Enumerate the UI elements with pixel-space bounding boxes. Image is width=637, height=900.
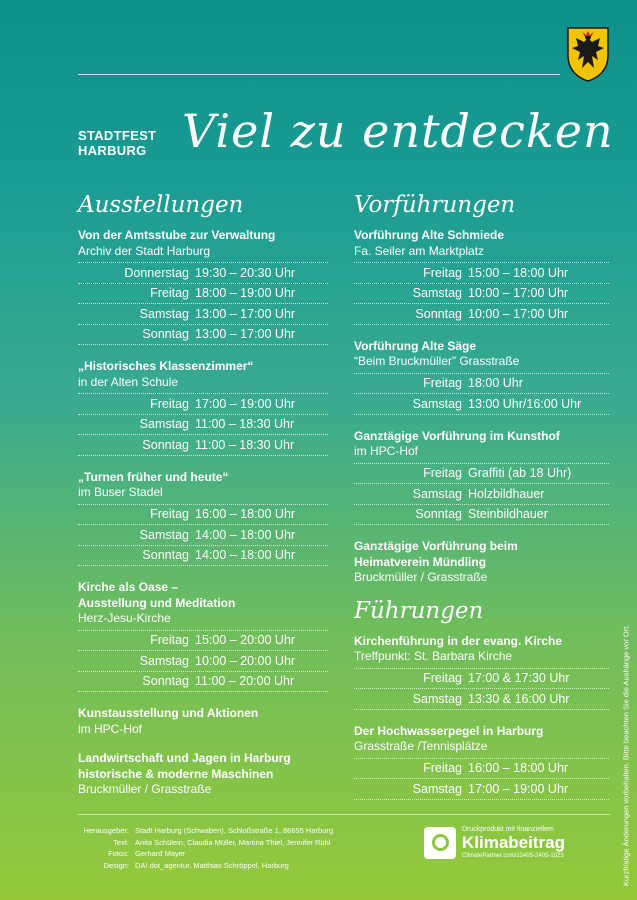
schedule-day: Samstag	[139, 527, 189, 542]
schedule-day: Freitag	[150, 633, 189, 648]
schedule-day: Freitag	[423, 466, 462, 481]
schedule-table	[78, 393, 328, 456]
schedule-day: Freitag	[150, 396, 189, 411]
event-title: Kirchenführung in der evang. Kirche	[354, 633, 563, 648]
schedule-day: Donnerstag	[124, 265, 189, 280]
event-location: Treffpunkt: St. Barbara Kirche	[354, 649, 513, 663]
credit-label: Fotos:	[108, 849, 129, 858]
schedule-time: 13:30 & 16:00 Uhr	[468, 691, 570, 706]
schedule-time: 16:00 – 18:00 Uhr	[195, 507, 296, 522]
credit-label: Text:	[113, 837, 129, 847]
schedule-day: Freitag	[150, 286, 189, 301]
schedule-table	[78, 262, 328, 345]
credit-row	[78, 837, 333, 849]
event-location: in der Alten Schule	[78, 374, 179, 389]
schedule-row	[354, 463, 609, 484]
schedule-time: 11:00 – 18:30 Uhr	[195, 437, 295, 452]
schedule-time: 18:00 – 19:00 Uhr	[195, 286, 296, 301]
event-title: „Turnen früher und heute“	[78, 469, 229, 484]
schedule-day: Freitag	[423, 265, 462, 280]
event-title: Vorführung Alte Säge	[354, 338, 477, 353]
schedule-row	[354, 373, 609, 394]
schedule-row	[78, 524, 328, 545]
schedule-time: 18:00 Uhr	[468, 376, 523, 391]
section-title: Vorführungen	[354, 192, 516, 218]
schedule-row	[354, 393, 609, 415]
schedule-table	[354, 668, 609, 710]
climate-partner-logo-icon	[424, 827, 456, 859]
column-right	[354, 190, 609, 814]
credit-value: Gerhard Mayer	[135, 849, 186, 858]
credit-row	[78, 860, 333, 872]
schedule-time: 19:30 – 20:30 Uhr	[195, 265, 296, 280]
schedule-time: 11:00 – 20:00 Uhr	[195, 674, 295, 689]
event-item	[354, 228, 609, 325]
section-vorfuehrungen	[354, 190, 609, 586]
schedule-table	[78, 630, 328, 693]
schedule-day: Samstag	[412, 691, 462, 706]
event-item	[78, 706, 328, 737]
schedule-time: 10:00 – 17:00 Uhr	[468, 306, 569, 321]
schedule-row	[78, 324, 328, 346]
schedule-time: Holzbildhauer	[468, 486, 545, 501]
section-title: Führungen	[354, 597, 484, 624]
event-item	[354, 429, 609, 526]
event-title: Ganztägige Vorführung im Kunsthof	[354, 428, 560, 443]
event-title: Ausstellung und Meditation	[78, 595, 236, 610]
schedule-row	[354, 688, 609, 710]
event-title: Landwirtschaft und Jagen in Harburg	[78, 751, 291, 765]
schedule-time: 14:00 – 18:00 Uhr	[195, 527, 296, 542]
schedule-time: 16:00 – 18:00 Uhr	[468, 761, 569, 776]
event-title: Ganztägige Vorführung beim	[354, 539, 518, 553]
schedule-day: Sonntag	[142, 437, 189, 452]
schedule-day: Sonntag	[142, 327, 189, 342]
event-name	[78, 128, 156, 158]
section-title: Ausstellungen	[78, 192, 244, 218]
schedule-row	[78, 262, 328, 283]
schedule-row	[78, 414, 328, 435]
schedule-time: 13:00 – 17:00 Uhr	[195, 327, 296, 342]
event-item	[78, 228, 328, 345]
event-title: Kunstausstellung und Aktionen	[78, 706, 259, 720]
schedule-day: Sonntag	[142, 674, 189, 689]
schedule-day: Samstag	[139, 653, 189, 668]
disclaimer-note: Kurzfristige Änderungen vorbehalten. Bitte beachten Sie die Aushänge vor Ort.	[621, 624, 631, 886]
schedule-time: 13:00 Uhr/16:00 Uhr	[468, 396, 582, 411]
credit-row	[78, 825, 333, 837]
event-location: Fa. Seiler am Marktplatz	[354, 243, 485, 258]
schedule-table	[354, 463, 609, 526]
event-item	[78, 359, 328, 456]
schedule-row	[354, 778, 609, 800]
schedule-time: Graffiti (ab 18 Uhr)	[468, 466, 572, 481]
credits	[78, 825, 333, 871]
event-title: Von der Amtsstube zur Verwaltung	[78, 228, 276, 242]
schedule-time: 14:00 – 18:00 Uhr	[195, 548, 296, 563]
schedule-day: Freitag	[150, 507, 189, 522]
schedule-row	[354, 303, 609, 325]
event-name-line-2: HARBURG	[78, 143, 147, 158]
schedule-time: 17:00 & 17:30 Uhr	[468, 671, 570, 686]
schedule-row	[354, 283, 609, 304]
schedule-day: Samstag	[412, 486, 462, 501]
event-location: im HPC-Hof	[354, 444, 419, 458]
event-item	[354, 339, 609, 415]
event-title: Der Hochwasserpegel in Harburg	[354, 723, 544, 738]
schedule-row	[78, 393, 328, 414]
schedule-day: Samstag	[139, 417, 189, 432]
column-left	[78, 190, 328, 812]
credit-value: DA! dot_agentur, Matthias Schröppel, Harburg	[135, 860, 289, 870]
schedule-row	[78, 671, 328, 693]
event-title: „Historisches Klassenzimmer“	[78, 359, 254, 373]
event-location: “Beim Bruckmüller” Grasstraße	[354, 354, 520, 368]
schedule-time: 13:00 – 17:00 Uhr	[195, 306, 296, 321]
schedule-day: Freitag	[423, 376, 462, 391]
schedule-row	[354, 483, 609, 504]
event-item	[354, 634, 609, 710]
event-item	[78, 751, 328, 798]
schedule-row	[354, 504, 609, 526]
event-location: Bruckmüller / Grasstraße	[354, 570, 488, 584]
top-divider	[78, 74, 560, 75]
section-fuehrungen	[354, 596, 609, 800]
schedule-row	[78, 434, 328, 456]
schedule-day: Samstag	[412, 396, 462, 411]
klima-id: ClimatePartner.com/12405-2405-1023	[462, 853, 564, 859]
schedule-table	[354, 262, 609, 325]
event-item	[354, 724, 609, 800]
schedule-time: 17:00 – 19:00 Uhr	[468, 781, 569, 796]
schedule-time: 15:00 – 20:00 Uhr	[195, 633, 296, 648]
section-ausstellungen	[78, 190, 328, 798]
event-location: im Buser Stadel	[78, 485, 163, 499]
credit-value: Stadt Harburg (Schwaben), Schloßstraße 1, 86655 Harburg	[135, 826, 334, 835]
headline: Viel zu entdecken	[182, 104, 614, 158]
credit-label: Herausgeber:	[83, 826, 129, 835]
schedule-table	[354, 758, 609, 800]
schedule-time: 10:00 – 20:00 Uhr	[195, 653, 296, 668]
schedule-row	[78, 630, 328, 651]
schedule-row	[78, 650, 328, 671]
event-item	[354, 539, 609, 586]
schedule-row	[78, 504, 328, 525]
event-location: im HPC-Hof	[78, 721, 143, 736]
event-title: Heimatverein Mündling	[354, 554, 487, 569]
schedule-row	[78, 303, 328, 324]
schedule-day: Samstag	[412, 781, 462, 796]
event-location: Grasstraße /Tennisplätze	[354, 739, 488, 753]
schedule-time: 10:00 – 17:00 Uhr	[468, 286, 569, 301]
schedule-time: 17:00 – 19:00 Uhr	[195, 396, 296, 411]
schedule-day: Sonntag	[142, 548, 189, 563]
schedule-day: Sonntag	[415, 306, 462, 321]
event-location: Herz-Jesu-Kirche	[78, 611, 171, 625]
credit-row	[78, 848, 333, 860]
schedule-time: 15:00 – 18:00 Uhr	[468, 265, 569, 280]
schedule-row	[78, 283, 328, 304]
schedule-time: Steinbildhauer	[468, 507, 548, 522]
footer-divider	[78, 814, 610, 815]
schedule-row	[78, 545, 328, 567]
event-title: historische & moderne Maschinen	[78, 766, 274, 781]
schedule-row	[354, 262, 609, 283]
harburg-coat-of-arms-icon	[566, 26, 610, 82]
klima-pretext: Druckprodukt mit finanziellem	[462, 826, 554, 833]
schedule-day: Sonntag	[415, 507, 462, 522]
credit-label: Design:	[103, 860, 129, 870]
schedule-row	[354, 758, 609, 779]
event-name-line-1: STADTFEST	[78, 128, 157, 143]
schedule-row	[354, 668, 609, 689]
schedule-day: Samstag	[412, 286, 462, 301]
klima-label: Klimabeitrag	[462, 833, 565, 852]
event-item	[78, 470, 328, 567]
schedule-day: Freitag	[423, 671, 462, 686]
credit-value: Anita Schülein, Claudia Müller, Martina Thiel, Jennifer Rühl	[135, 837, 331, 847]
schedule-table	[78, 504, 328, 567]
schedule-day: Samstag	[139, 306, 189, 321]
event-location: Archiv der Stadt Harburg	[78, 243, 211, 258]
event-title: Vorführung Alte Schmiede	[354, 228, 505, 242]
schedule-table	[354, 373, 609, 415]
schedule-day: Freitag	[423, 761, 462, 776]
event-title: Kirche als Oase –	[78, 580, 179, 594]
klimabeitrag-badge	[424, 826, 565, 859]
event-item	[78, 580, 328, 692]
event-location: Bruckmüller / Grasstraße	[78, 782, 212, 796]
schedule-time: 11:00 – 18:30 Uhr	[195, 417, 295, 432]
